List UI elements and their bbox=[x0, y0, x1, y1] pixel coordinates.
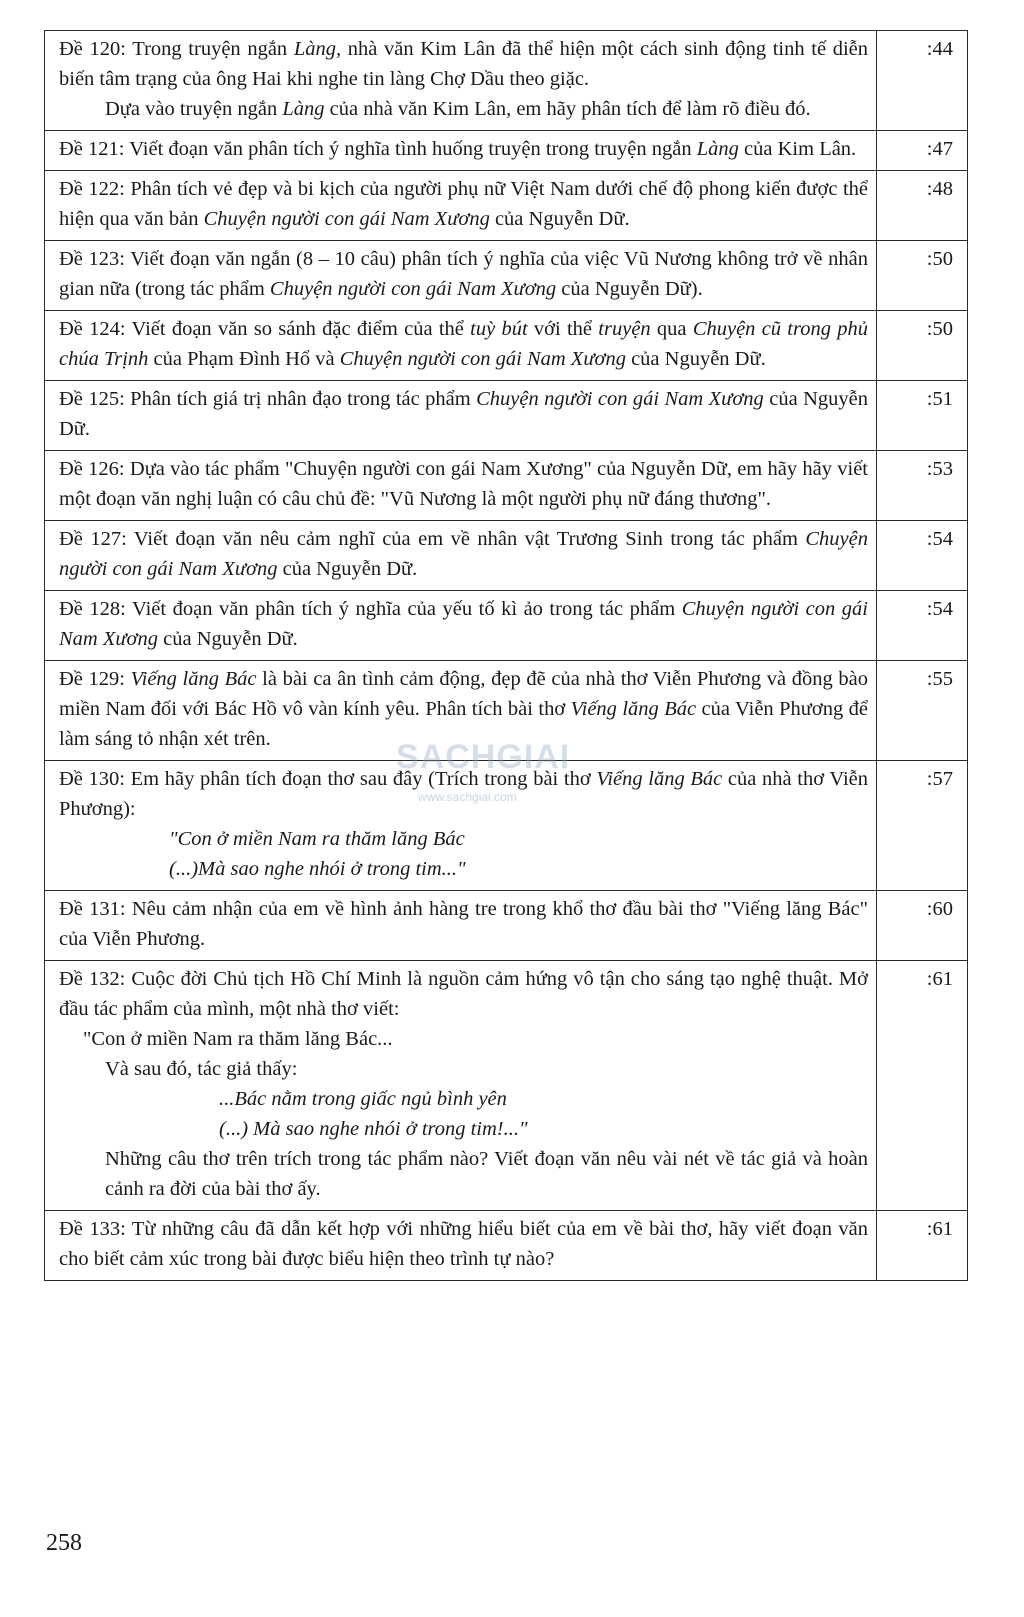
toc-entry-text: Đề 124: Viết đoạn văn so sánh đặc điểm của thể tuỳ bút với thể truyện qua Chuyện cũ trong phủ chúa Trịnh của Phạm Đình Hổ và Chuyện người con gái Nam Xương của Nguyễn Dữ. bbox=[45, 311, 877, 381]
toc-row bbox=[45, 521, 968, 591]
toc-page-number: :44 bbox=[877, 31, 968, 131]
toc-row bbox=[45, 891, 968, 961]
toc-entry-text: Đề 127: Viết đoạn văn nêu cảm nghĩ của em về nhân vật Trương Sinh trong tác phẩm Chuyện người con gái Nam Xương của Nguyễn Dữ. bbox=[45, 521, 877, 591]
toc-entry-text: Đề 121: Viết đoạn văn phân tích ý nghĩa tình huống truyện trong truyện ngắn Làng của Kim Lân. bbox=[45, 131, 877, 171]
toc-page-number: :47 bbox=[877, 131, 968, 171]
toc-page-number: :54 bbox=[877, 591, 968, 661]
toc-row bbox=[45, 241, 968, 311]
toc-page-number: :53 bbox=[877, 451, 968, 521]
toc-page-number: :60 bbox=[877, 891, 968, 961]
toc-page-number: :57 bbox=[877, 761, 968, 891]
toc-page-number: :51 bbox=[877, 381, 968, 451]
toc-row bbox=[45, 31, 968, 131]
toc-table bbox=[44, 30, 968, 1281]
toc-entry-text: Đề 132: Cuộc đời Chủ tịch Hồ Chí Minh là nguồn cảm hứng vô tận cho sáng tạo nghệ thuật. Mở đầu tác phẩm của mình, một nhà thơ viết: "Con ở miền Nam ra thăm lăng Bác... Và sau đó, tác giả thấy: ...Bác nằm trong giấc ngủ bình yên (...) Mà sao nghe nhói ở trong tim!..." Những câu thơ trên trích trong tác phẩm nào? Viết đoạn văn nêu vài nét về tác giả và hoàn cảnh ra đời của bài thơ ấy. bbox=[45, 961, 877, 1211]
toc-page-number: :54 bbox=[877, 521, 968, 591]
toc-entry-text: Đề 129: Viếng lăng Bác là bài ca ân tình cảm động, đẹp đẽ của nhà thơ Viễn Phương và đồng bào miền Nam đối với Bác Hồ vô vàn kính yêu. Phân tích bài thơ Viếng lăng Bác của Viễn Phương để làm sáng tỏ nhận xét trên. bbox=[45, 661, 877, 761]
toc-page-number: :48 bbox=[877, 171, 968, 241]
toc-row bbox=[45, 961, 968, 1211]
toc-row bbox=[45, 311, 968, 381]
toc-page-number: :50 bbox=[877, 311, 968, 381]
poem-quote: "Con ở miền Nam ra thăm lăng Bác... bbox=[83, 1028, 393, 1050]
toc-row bbox=[45, 171, 968, 241]
toc-entry-text: Đề 122: Phân tích vẻ đẹp và bi kịch của người phụ nữ Việt Nam dưới chế độ phong kiến được thể hiện qua văn bản Chuyện người con gái Nam Xương của Nguyễn Dữ. bbox=[45, 171, 877, 241]
toc-entry-text: Đề 128: Viết đoạn văn phân tích ý nghĩa của yếu tố kì ảo trong tác phẩm Chuyện người con gái Nam Xương của Nguyễn Dữ. bbox=[45, 591, 877, 661]
toc-page-number: :61 bbox=[877, 961, 968, 1211]
watermark-url: www.sachgiai.com bbox=[418, 790, 517, 804]
toc-entry-text: Đề 125: Phân tích giá trị nhân đạo trong tác phẩm Chuyện người con gái Nam Xương của Nguyễn Dữ. bbox=[45, 381, 877, 451]
toc-page-number: :50 bbox=[877, 241, 968, 311]
poem-quote: "Con ở miền Nam ra thăm lăng Bác bbox=[169, 828, 465, 850]
toc-entry-text: Đề 126: Dựa vào tác phẩm "Chuyện người con gái Nam Xương" của Nguyễn Dữ, em hãy hãy viết một đoạn văn nghị luận có câu chủ đề: "Vũ Nương là một người phụ nữ đáng thương". bbox=[45, 451, 877, 521]
toc-entry-text: Đề 123: Viết đoạn văn ngắn (8 – 10 câu) phân tích ý nghĩa của việc Vũ Nương không trở về nhân gian nữa (trong tác phẩm Chuyện người con gái Nam Xương của Nguyễn Dữ). bbox=[45, 241, 877, 311]
toc-row bbox=[45, 381, 968, 451]
page-number: 258 bbox=[46, 1530, 82, 1556]
toc-row bbox=[45, 761, 968, 891]
toc-row bbox=[45, 1211, 968, 1281]
toc-row bbox=[45, 591, 968, 661]
toc-entry-text: Đề 130: Em hãy phân tích đoạn thơ sau đây (Trích trong bài thơ Viếng lăng Bác của nhà thơ Viễn Phương): "Con ở miền Nam ra thăm lăng Bác (...)Mà sao nghe nhói ở trong tim..." bbox=[45, 761, 877, 891]
watermark-logo: SACHGIAI bbox=[396, 738, 571, 776]
poem-quote: (...)Mà sao nghe nhói ở trong tim..." bbox=[169, 858, 466, 880]
toc-entry-text: Đề 131: Nêu cảm nhận của em về hình ảnh hàng tre trong khổ thơ đầu bài thơ "Viếng lăng Bác" của Viễn Phương. bbox=[45, 891, 877, 961]
toc-entry-text: Đề 133: Từ những câu đã dẫn kết hợp với những hiểu biết của em về bài thơ, hãy viết đoạn văn cho biết cảm xúc trong bài được biểu hiện theo trình tự nào? bbox=[45, 1211, 877, 1281]
toc-page-number: :55 bbox=[877, 661, 968, 761]
toc-row bbox=[45, 451, 968, 521]
toc-row bbox=[45, 131, 968, 171]
poem-quote: (...) Mà sao nghe nhói ở trong tim!..." bbox=[219, 1118, 528, 1140]
poem-quote: ...Bác nằm trong giấc ngủ bình yên bbox=[219, 1088, 507, 1110]
toc-entry-text: Đề 120: Trong truyện ngắn Làng, nhà văn Kim Lân đã thể hiện một cách sinh động tinh tế diễn biến tâm trạng của ông Hai khi nghe tin làng Chợ Dầu theo giặc. Dựa vào truyện ngắn Làng của nhà văn Kim Lân, em hãy phân tích để làm rõ điều đó. bbox=[45, 31, 877, 131]
toc-page-number: :61 bbox=[877, 1211, 968, 1281]
